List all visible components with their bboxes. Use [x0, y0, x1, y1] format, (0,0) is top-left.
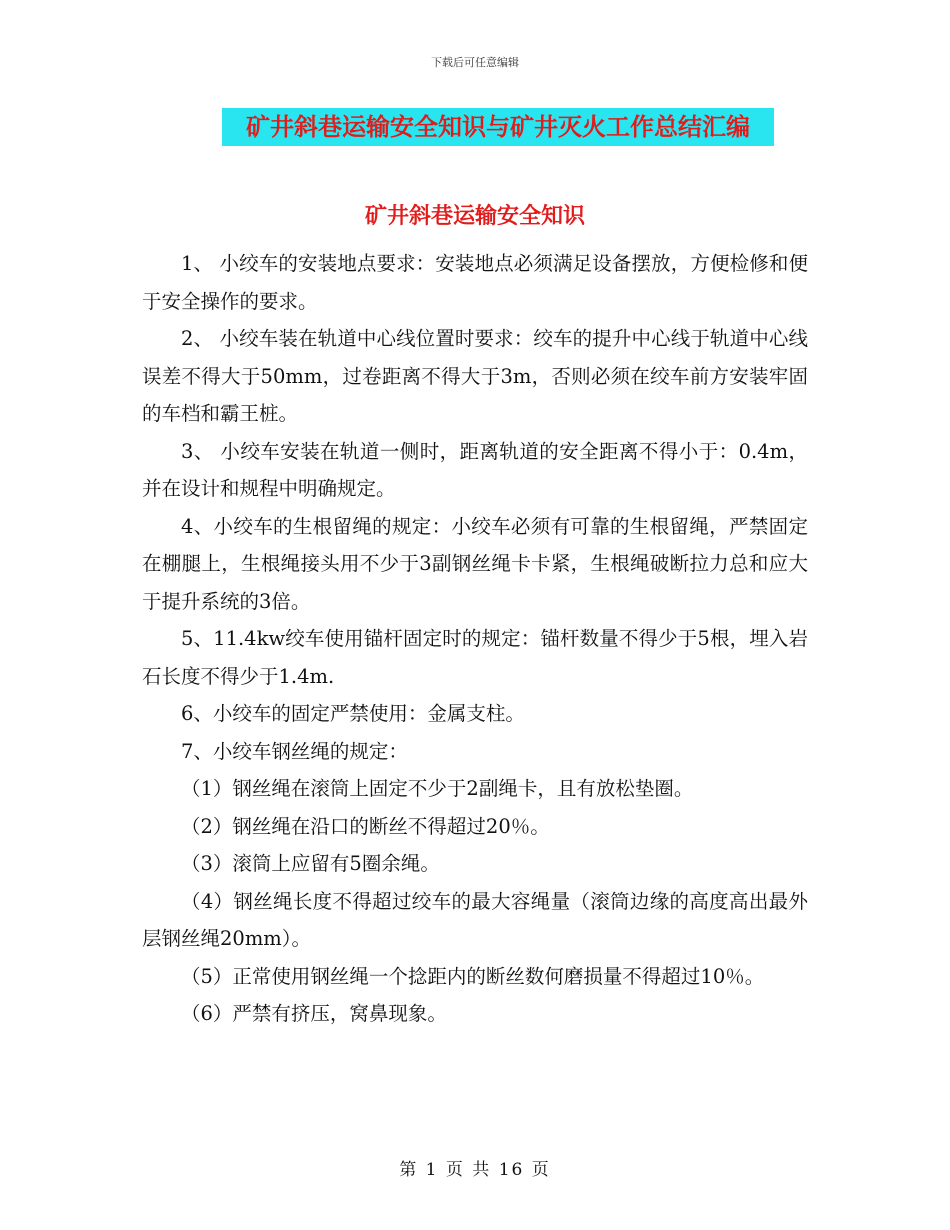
document-title: 矿井斜巷运输安全知识与矿井灭火工作总结汇编 — [222, 108, 774, 146]
paragraph-6: 6、小绞车的固定严禁使用：金属支柱。 — [181, 702, 525, 725]
sub-item-4: （4）钢丝绳长度不得超过绞车的最大容绳量（滚筒边缘的高度高出最外层钢丝绳20mm）。 — [142, 889, 808, 950]
paragraph-4: 4、小绞车的生根留绳的规定：小绞车必须有可靠的生根留绳，严禁固定在棚腿上，生根绳接头用不少于3副钢丝绳卡卡紧，生根绳破断拉力总和应大于提升系统的3倍。 — [142, 514, 808, 613]
body-content — [142, 245, 808, 1033]
sub-item-5: （5）正常使用钢丝绳一个捻距内的断丝数何磨损量不得超过10％。 — [181, 964, 765, 988]
sub-item-2: （2）钢丝绳在沿口的断丝不得超过20％。 — [181, 814, 550, 838]
paragraph-3: 3、 小绞车安装在轨道一侧时，距离轨道的安全距离不得小于：0.4m，并在设计和规程中明确规定。 — [142, 439, 808, 500]
paragraph-5: 5、11.4kw绞车使用锚杆固定时的规定：锚杆数量不得少于5根，埋入岩石长度不得少于1.4m. — [142, 627, 808, 688]
paragraph-2: 2、 小绞车装在轨道中心线位置时要求：绞车的提升中心线于轨道中心线误差不得大于50mm，过卷距离不得大于3m，否则必须在绞车前方安装牢固的车档和霸王桩。 — [142, 327, 808, 425]
sub-item-6: （6）严禁有挤压，窝鼻现象。 — [181, 1002, 447, 1025]
section-title: 矿井斜巷运输安全知识 — [364, 204, 585, 229]
paragraph-7: 7、小绞车钢丝绳的规定： — [181, 739, 408, 763]
sub-item-1: （1）钢丝绳在滚筒上固定不少于2副绳卡，且有放松垫圈。 — [181, 777, 694, 800]
sub-item-3: （3）滚筒上应留有5圈余绳。 — [181, 852, 440, 875]
paragraph-1: 1、 小绞车的安装地点要求：安装地点必须满足设备摆放，方便检修和便于安全操作的要求。 — [142, 252, 808, 313]
header-note: 下载后可任意编辑 — [431, 56, 519, 69]
page-number-footer: 第 1 页 共 16 页 — [399, 1160, 551, 1180]
